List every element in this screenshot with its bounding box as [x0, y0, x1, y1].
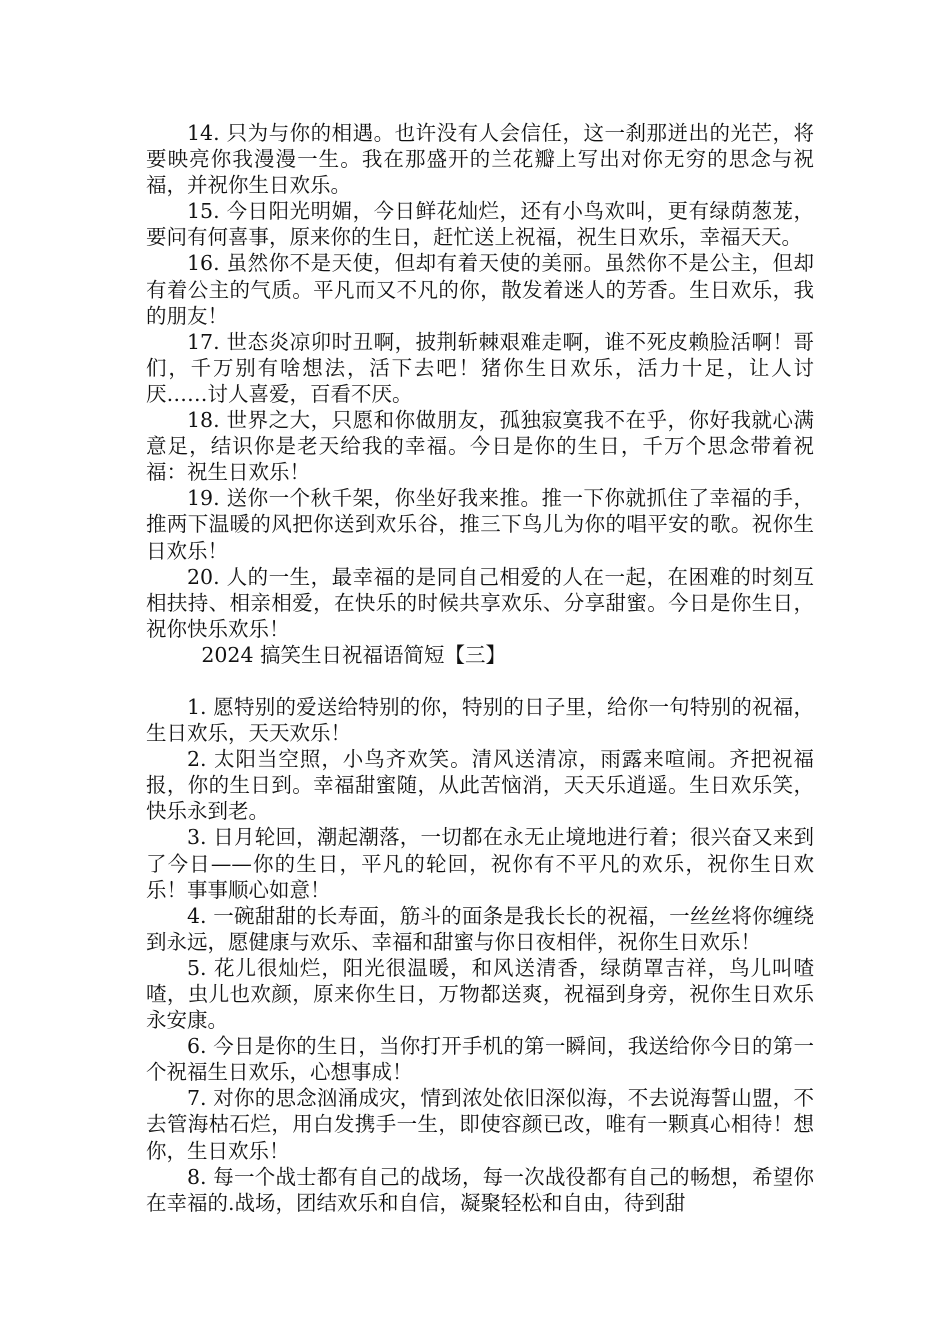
paragraph-4: 4. 一碗甜甜的长寿面，筋斗的面条是我长长的祝福，一丝丝将你缠绕到永远，愿健康与欢乐、幸福和甜蜜与你日夜相伴，祝你生日欢乐！	[146, 903, 814, 954]
paragraph-7: 7. 对你的思念汹涌成灾，情到浓处依旧深似海，不去说海誓山盟，不去管海枯石烂，用白发携手一生，即使容颜已改，唯有一颗真心相待！想你，生日欢乐！	[146, 1086, 814, 1163]
paragraph-8: 8. 每一个战士都有自己的战场，每一次战役都有自己的畅想，希望你在幸福的.战场，团结欢乐和自信，凝聚轻松和自由，待到甜	[146, 1164, 814, 1215]
blank-line	[146, 668, 814, 694]
section-heading: 2024 搞笑生日祝福语简短【三】	[201, 642, 507, 667]
paragraph-18: 18. 世界之大，只愿和你做朋友，孤独寂寞我不在乎，你好我就心满意足，结识你是老天给我的幸福。今日是你的生日，千万个思念带着祝福：祝生日欢乐！	[146, 408, 814, 485]
paragraph-6: 6. 今日是你的生日，当你打开手机的第一瞬间，我送给你今日的第一个祝福生日欢乐，心想事成！	[146, 1034, 814, 1085]
paragraph-17: 17. 世态炎凉卯时丑啊，披荆斩棘艰难走啊，谁不死皮赖脸活啊！哥们，千万别有啥想法，活下去吧！猪你生日欢乐，活力十足，让人讨厌……讨人喜爱，百看不厌。	[146, 329, 814, 406]
paragraph-15: 15. 今日阳光明媚，今日鲜花灿烂，还有小鸟欢叫，更有绿荫葱茏，要问有何喜事，原来你的生日，赶忙送上祝福，祝生日欢乐，幸福天天。	[146, 199, 814, 250]
paragraph-2: 2. 太阳当空照，小鸟齐欢笑。清风送清凉，雨露来喧闹。齐把祝福报，你的生日到。幸福甜蜜随，从此苦恼消，天天乐逍遥。生日欢乐笑，快乐永到老。	[146, 747, 814, 824]
paragraph-5: 5. 花儿很灿烂，阳光很温暖，和风送清香，绿荫罩吉祥，鸟儿叫喳喳，虫儿也欢颜，原来你生日，万物都送爽，祝福到身旁，祝你生日欢乐永安康。	[146, 955, 814, 1033]
paragraph-16: 16. 虽然你不是天使，但却有着天使的美丽。虽然你不是公主，但却有着公主的气质。平凡而又不凡的你，散发着迷人的芳香。生日欢乐，我的朋友！	[146, 251, 814, 328]
paragraph-1: 1. 愿特别的爱送给特别的你，特别的日子里，给你一句特别的祝福，生日欢乐，天天欢乐！	[146, 694, 814, 746]
paragraph-14: 14. 只为与你的相遇。也许没有人会信任，这一刹那迸出的光芒，将要映亮你我漫漫一生。我在那盛开的兰花瓣上写出对你无穷的思念与祝福，并祝你生日欢乐。	[146, 121, 814, 198]
paragraph-20: 20. 人的一生，最幸福的是同自己相爱的人在一起，在困难的时刻互相扶持、相亲相爱，在快乐的时候共享欢乐、分享甜蜜。今日是你生日，祝你快乐欢乐！	[146, 564, 814, 641]
document-page	[146, 120, 814, 1216]
paragraph-19: 19. 送你一个秋千架，你坐好我来推。推一下你就抓住了幸福的手，推两下温暖的风把你送到欢乐谷，推三下鸟儿为你的唱平安的歌。祝你生日欢乐！	[146, 486, 814, 563]
paragraph-3: 3. 日月轮回，潮起潮落，一切都在永无止境地进行着；很兴奋又来到了今日——你的生日，平凡的轮回，祝你有不平凡的欢乐，祝你生日欢乐！事事顺心如意！	[146, 825, 814, 902]
